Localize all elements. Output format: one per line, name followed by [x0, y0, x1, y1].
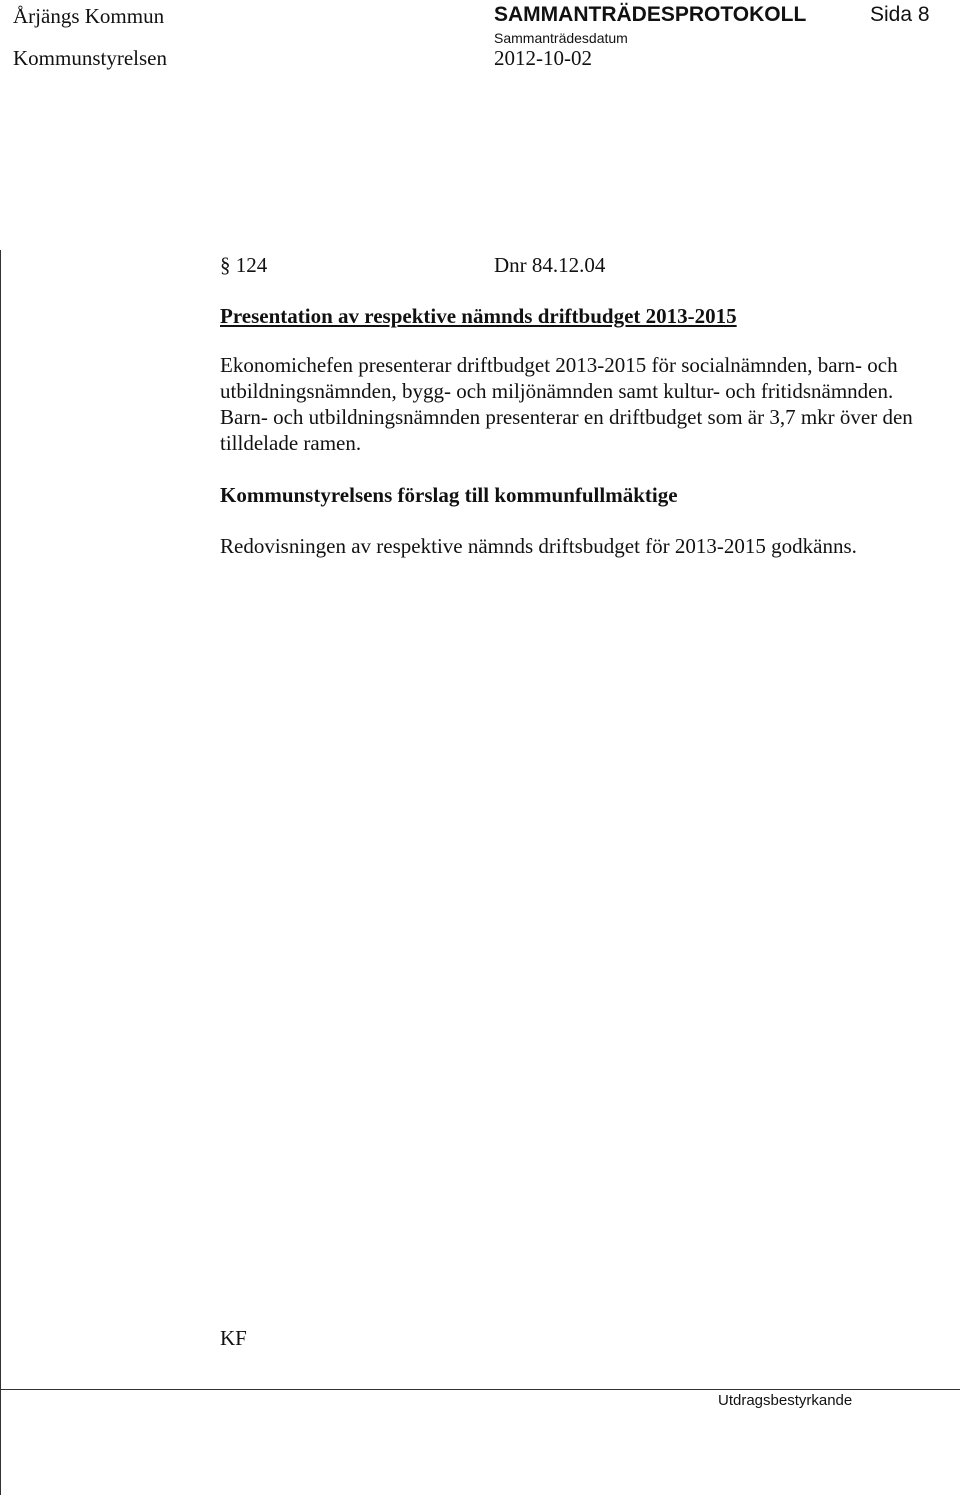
organization-name: Årjängs Kommun	[13, 4, 165, 28]
recipient-label: KF	[220, 1326, 247, 1350]
margin-line-horizontal	[0, 1389, 960, 1390]
diary-number: Dnr 84.12.04	[494, 253, 606, 277]
section-body	[220, 352, 955, 456]
meeting-date-label: Sammanträdesdatum	[494, 30, 628, 46]
meeting-date: 2012-10-02	[494, 46, 592, 70]
body-paragraph: Barn- och utbildningsnämnden presenterar en driftbudget som är 3,7 mkr över den tilldelade ramen.	[220, 405, 913, 455]
proposal-heading: Kommunstyrelsens förslag till kommunfullmäktige	[220, 483, 678, 507]
paragraph-number: § 124	[220, 253, 268, 277]
page-number: Sida 8	[870, 3, 930, 26]
document-title: SAMMANTRÄDESPROTOKOLL	[494, 3, 807, 26]
section-heading: Presentation av respektive nämnds driftbudget 2013-2015	[220, 304, 737, 328]
committee-name: Kommunstyrelsen	[13, 46, 167, 70]
body-paragraph: Ekonomichefen presenterar driftbudget 2013-2015 för socialnämnden, barn- och utbildningsnämnden, bygg- och miljönämnden samt kultur- och fritidsnämnden.	[220, 353, 898, 403]
extract-certification-label: Utdragsbestyrkande	[718, 1392, 853, 1409]
margin-line-vertical	[0, 250, 1, 1495]
decision-text: Redovisningen av respektive nämnds driftsbudget för 2013-2015 godkänns.	[220, 534, 857, 558]
